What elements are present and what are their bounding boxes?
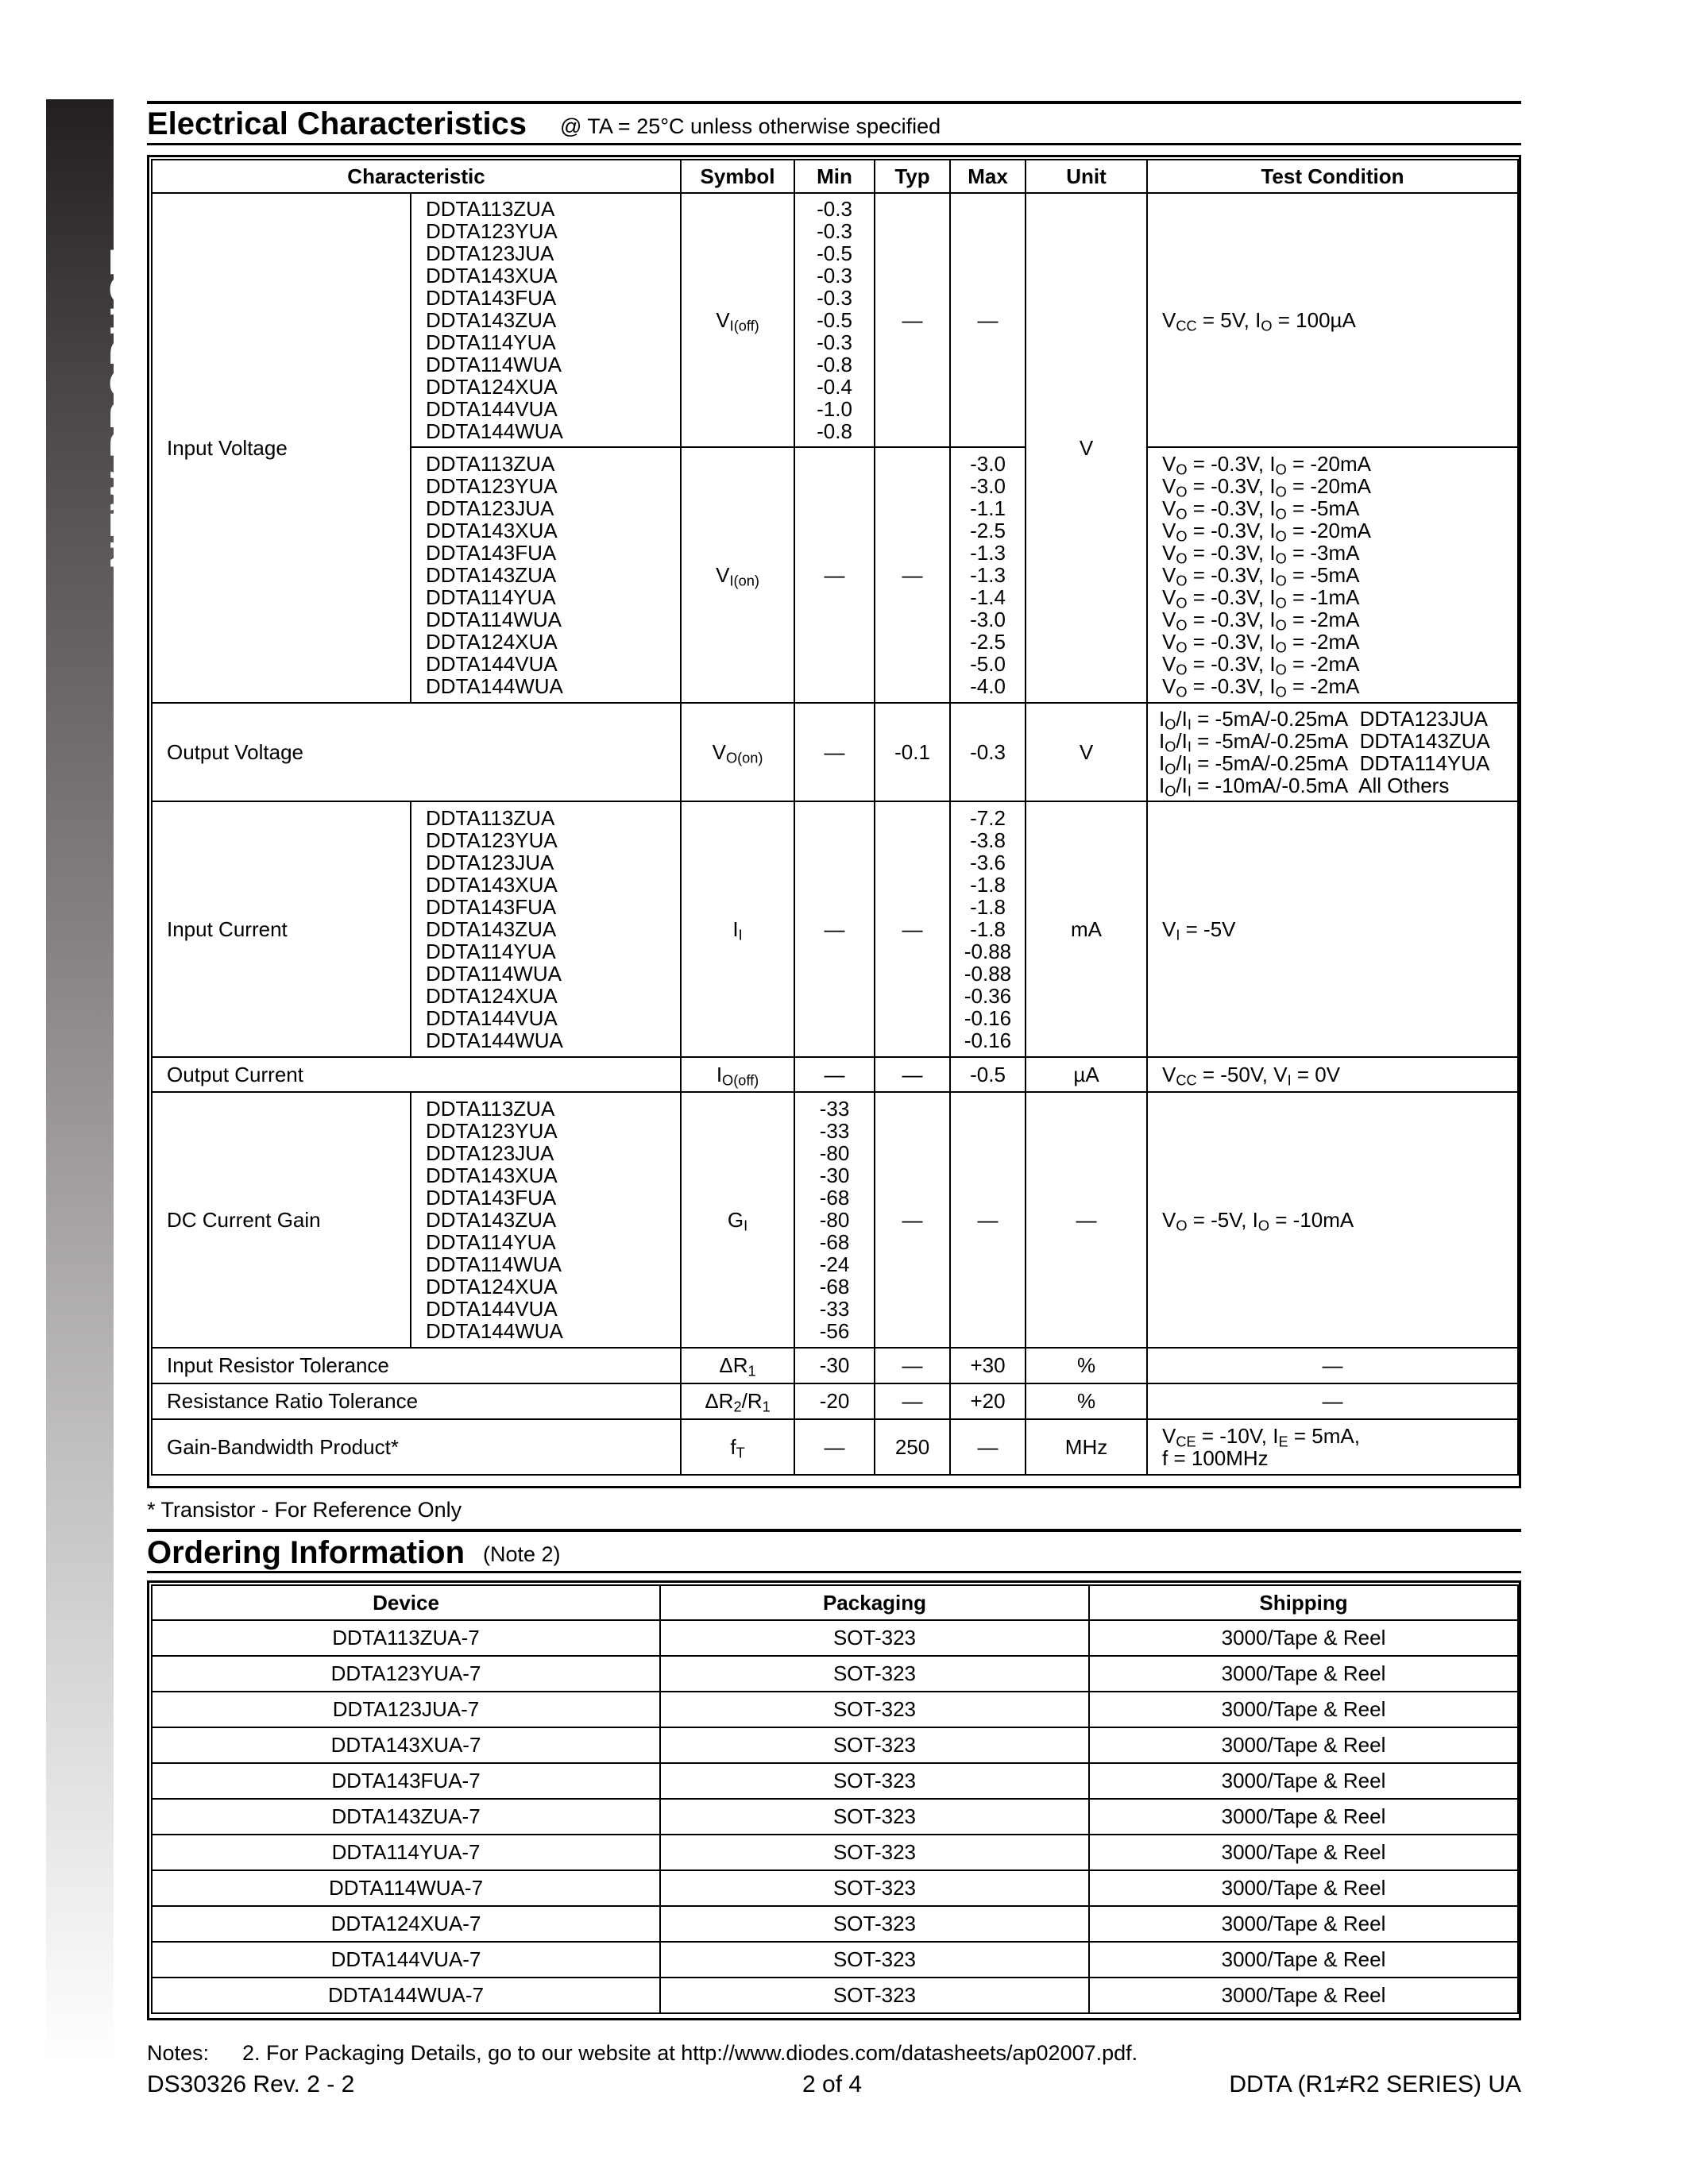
shipping-cell: 3000/Tape & Reel xyxy=(1089,1870,1518,1906)
value-cell: -1.8 xyxy=(970,917,1006,941)
vo-unit: V xyxy=(1026,703,1147,801)
ft-min: — xyxy=(794,1419,875,1475)
device-cell: DDTA123JUA-7 xyxy=(152,1692,660,1727)
header-shipping: Shipping xyxy=(1089,1585,1518,1620)
device-name: DDTA124XUA xyxy=(426,630,558,654)
header-packaging: Packaging xyxy=(660,1585,1089,1620)
packaging-cell: SOT-323 xyxy=(660,1799,1089,1835)
dc-gain-label: DC Current Gain xyxy=(152,1092,411,1348)
io-unit: µA xyxy=(1026,1057,1147,1092)
dr2r1-typ: — xyxy=(875,1383,950,1419)
packaging-cell: SOT-323 xyxy=(660,1870,1089,1906)
dr2r1-symbol: $\Delta R_2/R_1$ xyxy=(681,1383,794,1419)
electrical-title: Electrical Characteristics xyxy=(147,106,527,141)
shipping-cell: 3000/Tape & Reel xyxy=(1089,1799,1518,1835)
value-cell: -0.5 xyxy=(817,308,852,332)
ordering-table-frame xyxy=(147,1580,1521,2020)
value-cell: -0.88 xyxy=(964,962,1012,986)
packaging-cell: SOT-323 xyxy=(660,1727,1089,1763)
device-name: DDTA144VUA xyxy=(426,652,558,676)
title-rule xyxy=(147,143,1521,145)
device-name: DDTA143FUA xyxy=(426,1186,557,1210)
device-name: DDTA143XUA xyxy=(426,1163,558,1187)
output-current-label: Output Current xyxy=(152,1057,681,1092)
header-unit: Unit xyxy=(1026,160,1147,193)
input-voltage-unit: V xyxy=(1026,193,1147,703)
vi-on-symbol: $V_{I(on)}$ xyxy=(681,447,794,703)
input-current-label: Input Current xyxy=(152,801,411,1057)
value-cell: -1.3 xyxy=(970,541,1006,565)
ii-unit: mA xyxy=(1026,801,1147,1057)
device-name: DDTA144WUA xyxy=(426,1028,563,1052)
value-cell: -80 xyxy=(819,1208,850,1232)
value-cell: -4.0 xyxy=(970,674,1006,698)
gbp-label: Gain-Bandwidth Product* xyxy=(152,1419,681,1475)
device-name: DDTA114WUA xyxy=(426,608,562,631)
dr1-typ: — xyxy=(875,1348,950,1383)
ii-min: — xyxy=(794,801,875,1057)
electrical-condition: @ TA = 25°C unless otherwise specified xyxy=(560,114,941,138)
device-cell: DDTA144VUA-7 xyxy=(152,1942,660,1978)
value-cell: -1.1 xyxy=(970,496,1006,520)
value-cell: -5.0 xyxy=(970,652,1006,676)
value-cell: -1.4 xyxy=(970,585,1006,609)
dr2r1-condition: — xyxy=(1147,1383,1518,1419)
value-cell: -0.8 xyxy=(817,419,852,443)
packaging-cell: SOT-323 xyxy=(660,1620,1089,1656)
electrical-table-frame xyxy=(147,155,1521,1488)
device-name: DDTA143FUA xyxy=(426,541,557,565)
value-cell: -0.4 xyxy=(817,375,852,399)
ordering-title-rule xyxy=(147,1571,1521,1573)
value-cell: -2.5 xyxy=(970,519,1006,542)
device-name: DDTA123JUA xyxy=(426,241,554,265)
vi-on-typ: — xyxy=(875,447,950,703)
packaging-cell: SOT-323 xyxy=(660,1906,1089,1942)
device-cell: DDTA123YUA-7 xyxy=(152,1656,660,1692)
value-cell: -3.8 xyxy=(970,828,1006,852)
io-typ: — xyxy=(875,1057,950,1092)
device-name: DDTA113ZUA xyxy=(426,806,555,830)
device-name: DDTA144WUA xyxy=(426,1319,563,1343)
packaging-cell: SOT-323 xyxy=(660,1656,1089,1692)
notes-text: 2. For Packaging Details, go to our website at http://www.diodes.com/datasheets/ap02007.pdf. xyxy=(242,2041,1138,2065)
vo-conditions: $I_O/I_I = -5mA/-0.25mA$ DDTA123JUA $I_O/I_I = -5mA/-0.25mA$ DDTA143ZUA $I_O/I_I = -5mA/-0.25mA$ DDTA114YUA $I_O/I_I = -10mA/-0.5mA$ All Others xyxy=(1147,703,1518,801)
footer-page-number: 2 of 4 xyxy=(802,2071,863,2097)
ii-condition: $V_I = -5V$ xyxy=(1147,801,1518,1057)
device-name: DDTA143XUA xyxy=(426,873,558,897)
sidebar-banner xyxy=(46,99,149,2061)
value-cell: -1.8 xyxy=(970,895,1006,919)
device-name: DDTA114WUA xyxy=(426,353,562,376)
vo-typ: -0.1 xyxy=(875,703,950,801)
notes-label: Notes: xyxy=(147,2041,210,2065)
shipping-cell: 3000/Tape & Reel xyxy=(1089,1692,1518,1727)
device-name: DDTA144VUA xyxy=(426,1006,558,1030)
device-name: DDTA143ZUA xyxy=(426,1208,557,1232)
value-cell: -80 xyxy=(819,1141,850,1165)
ratio-tol-label: Resistance Ratio Tolerance xyxy=(152,1383,681,1419)
shipping-cell: 3000/Tape & Reel xyxy=(1089,1978,1518,2013)
value-cell: -0.36 xyxy=(964,984,1012,1008)
value-cell: -0.3 xyxy=(817,286,852,310)
dr2r1-max: +20 xyxy=(950,1383,1026,1419)
packaging-cell: SOT-323 xyxy=(660,1978,1089,2013)
input-voltage-label: Input Voltage xyxy=(152,193,411,703)
value-cell: -0.16 xyxy=(964,1006,1012,1030)
gi-condition: $V_O = -5V$, $I_O = -10mA$ xyxy=(1147,1092,1518,1348)
header-device: Device xyxy=(152,1585,660,1620)
value-cell: -3.6 xyxy=(970,851,1006,874)
value-cell: -0.16 xyxy=(964,1028,1012,1052)
device-name: DDTA123YUA xyxy=(426,1119,558,1143)
electrical-footnote: * Transistor - For Reference Only xyxy=(147,1498,462,1522)
ft-symbol: $f_T$ xyxy=(681,1419,794,1475)
vi-off-symbol: $V_{I(off)}$ xyxy=(681,193,794,447)
gi-typ: — xyxy=(875,1092,950,1348)
device-name: DDTA124XUA xyxy=(426,375,558,399)
device-name: DDTA144WUA xyxy=(426,674,563,698)
device-name: DDTA143XUA xyxy=(426,264,558,287)
ii-typ: — xyxy=(875,801,950,1057)
device-name: DDTA114WUA xyxy=(426,1252,562,1276)
device-cell: DDTA114YUA-7 xyxy=(152,1835,660,1870)
packaging-cell: SOT-323 xyxy=(660,1942,1089,1978)
device-cell: DDTA113ZUA-7 xyxy=(152,1620,660,1656)
resistor-tol-label: Input Resistor Tolerance xyxy=(152,1348,681,1383)
shipping-cell: 3000/Tape & Reel xyxy=(1089,1727,1518,1763)
sidebar-label: NEW PRODUCT xyxy=(102,249,149,569)
vo-max: -0.3 xyxy=(950,703,1026,801)
value-cell: -0.5 xyxy=(817,241,852,265)
device-name: DDTA143FUA xyxy=(426,286,557,310)
device-cell: DDTA143FUA-7 xyxy=(152,1763,660,1799)
device-name: DDTA123JUA xyxy=(426,496,554,520)
value-cell: -33 xyxy=(819,1297,850,1321)
shipping-cell: 3000/Tape & Reel xyxy=(1089,1656,1518,1692)
value-cell: -0.88 xyxy=(964,940,1012,963)
value-cell: -1.3 xyxy=(970,563,1006,587)
shipping-cell: 3000/Tape & Reel xyxy=(1089,1620,1518,1656)
top-rule xyxy=(147,101,1521,104)
header-test-condition: Test Condition xyxy=(1147,160,1518,193)
value-cell: -30 xyxy=(819,1163,850,1187)
value-cell: -0.8 xyxy=(817,353,852,376)
device-name: DDTA114YUA xyxy=(426,330,556,354)
dr1-unit: % xyxy=(1026,1348,1147,1383)
ii-symbol: $I_I$ xyxy=(681,801,794,1057)
header-typ: Typ xyxy=(875,160,950,193)
io-max: -0.5 xyxy=(950,1057,1026,1092)
shipping-cell: 3000/Tape & Reel xyxy=(1089,1763,1518,1799)
packaging-cell: SOT-323 xyxy=(660,1835,1089,1870)
io-min: — xyxy=(794,1057,875,1092)
header-max: Max xyxy=(950,160,1026,193)
gi-unit: — xyxy=(1026,1092,1147,1348)
vi-on-conditions: $V_O = -0.3V$, $I_O = -20mA$ $V_O = -0.3V$, $I_O = -20mA$ $V_O = -0.3V$, $I_O = -5mA$ $V_O = -0.3V$, $I_O = -20mA$ $V_O = -0.3V$, $I_O = -3mA$ $V_O = -0.3V$, $I_O = -5mA$ $V_O = -0.3V$, $I_O = -1mA$ $V_O = -0.3V$, $I_O = -2mA$ $V_O = -0.3V$, $I_O = -2mA$ $V_O = -0.3V$, $I_O = -2mA$ $V_O = -0.3V$, $I_O = -2mA$ xyxy=(1147,447,1518,703)
device-cell: DDTA143XUA-7 xyxy=(152,1727,660,1763)
ft-max: — xyxy=(950,1419,1026,1475)
device-cell: DDTA124XUA-7 xyxy=(152,1906,660,1942)
dr1-min: -30 xyxy=(794,1348,875,1383)
io-condition: $V_{CC} = -50V$, $V_I = 0V$ xyxy=(1147,1057,1518,1092)
device-name: DDTA144WUA xyxy=(426,419,563,443)
footer-series: DDTA (R1≠R2 SERIES) UA xyxy=(1229,2071,1521,2097)
ordering-title: Ordering Information xyxy=(147,1535,465,1570)
device-name: DDTA113ZUA xyxy=(426,197,555,221)
device-name: DDTA123YUA xyxy=(426,474,558,498)
value-cell: -0.3 xyxy=(817,197,852,221)
value-cell: -24 xyxy=(819,1252,850,1276)
value-cell: -1.8 xyxy=(970,873,1006,897)
device-cell: DDTA144WUA-7 xyxy=(152,1978,660,2013)
dr1-symbol: $\Delta R_1$ xyxy=(681,1348,794,1383)
device-name: DDTA144VUA xyxy=(426,397,558,421)
footer-doc-id: DS30326 Rev. 2 - 2 xyxy=(147,2071,355,2097)
value-cell: -33 xyxy=(819,1097,850,1121)
io-off-symbol: $I_{O(off)}$ xyxy=(681,1057,794,1092)
ft-typ: 250 xyxy=(875,1419,950,1475)
vo-min: — xyxy=(794,703,875,801)
value-cell: -7.2 xyxy=(970,806,1006,830)
device-name: DDTA114YUA xyxy=(426,1230,556,1254)
output-voltage-label: Output Voltage xyxy=(152,703,681,801)
ordering-note: (Note 2) xyxy=(483,1542,561,1566)
packaging-cell: SOT-323 xyxy=(660,1692,1089,1727)
ordering-top-rule xyxy=(147,1529,1521,1532)
gi-symbol: $G_I$ xyxy=(681,1092,794,1348)
value-cell: -3.0 xyxy=(970,474,1006,498)
value-cell: -68 xyxy=(819,1275,850,1298)
device-name: DDTA143ZUA xyxy=(426,308,557,332)
value-cell: -3.0 xyxy=(970,452,1006,476)
packaging-cell: SOT-323 xyxy=(660,1763,1089,1799)
device-name: DDTA143FUA xyxy=(426,895,557,919)
device-cell: DDTA143ZUA-7 xyxy=(152,1799,660,1835)
vi-off-typ: — xyxy=(875,193,950,447)
device-name: DDTA143XUA xyxy=(426,519,558,542)
header-symbol: Symbol xyxy=(681,160,794,193)
value-cell: -2.5 xyxy=(970,630,1006,654)
dr1-max: +30 xyxy=(950,1348,1026,1383)
value-cell: -0.3 xyxy=(817,264,852,287)
device-name: DDTA143ZUA xyxy=(426,563,557,587)
device-name: DDTA114YUA xyxy=(426,940,556,963)
device-name: DDTA143ZUA xyxy=(426,917,557,941)
value-cell: -68 xyxy=(819,1186,850,1210)
device-name: DDTA124XUA xyxy=(426,1275,558,1298)
value-cell: -56 xyxy=(819,1319,850,1343)
device-name: DDTA114YUA xyxy=(426,585,556,609)
value-cell: -68 xyxy=(819,1230,850,1254)
device-name: DDTA123JUA xyxy=(426,851,554,874)
device-name: DDTA113ZUA xyxy=(426,1097,555,1121)
header-min: Min xyxy=(794,160,875,193)
ft-condition: $V_{CE} = -10V$, $I_E = 5mA$, f = 100MHz xyxy=(1147,1419,1518,1475)
dr2r1-unit: % xyxy=(1026,1383,1147,1419)
device-name: DDTA144VUA xyxy=(426,1297,558,1321)
gi-max: — xyxy=(950,1092,1026,1348)
device-name: DDTA113ZUA xyxy=(426,452,555,476)
dr1-condition: — xyxy=(1147,1348,1518,1383)
shipping-cell: 3000/Tape & Reel xyxy=(1089,1942,1518,1978)
shipping-cell: 3000/Tape & Reel xyxy=(1089,1906,1518,1942)
value-cell: -1.0 xyxy=(817,397,852,421)
vo-on-symbol: $V_{O(on)}$ xyxy=(681,703,794,801)
vi-off-max: — xyxy=(950,193,1026,447)
ft-unit: MHz xyxy=(1026,1419,1147,1475)
value-cell: -0.3 xyxy=(817,219,852,243)
device-name: DDTA114WUA xyxy=(426,962,562,986)
vi-on-min: — xyxy=(794,447,875,703)
device-cell: DDTA114WUA-7 xyxy=(152,1870,660,1906)
value-cell: -0.3 xyxy=(817,330,852,354)
device-name: DDTA124XUA xyxy=(426,984,558,1008)
header-characteristic: Characteristic xyxy=(152,160,681,193)
device-name: DDTA123YUA xyxy=(426,219,558,243)
dr2r1-min: -20 xyxy=(794,1383,875,1419)
shipping-cell: 3000/Tape & Reel xyxy=(1089,1835,1518,1870)
value-cell: -33 xyxy=(819,1119,850,1143)
value-cell: -3.0 xyxy=(970,608,1006,631)
vi-off-condition: $V_{CC} = 5V$, $I_O = 100\mu A$ xyxy=(1147,193,1518,447)
device-name: DDTA123JUA xyxy=(426,1141,554,1165)
device-name: DDTA123YUA xyxy=(426,828,558,852)
